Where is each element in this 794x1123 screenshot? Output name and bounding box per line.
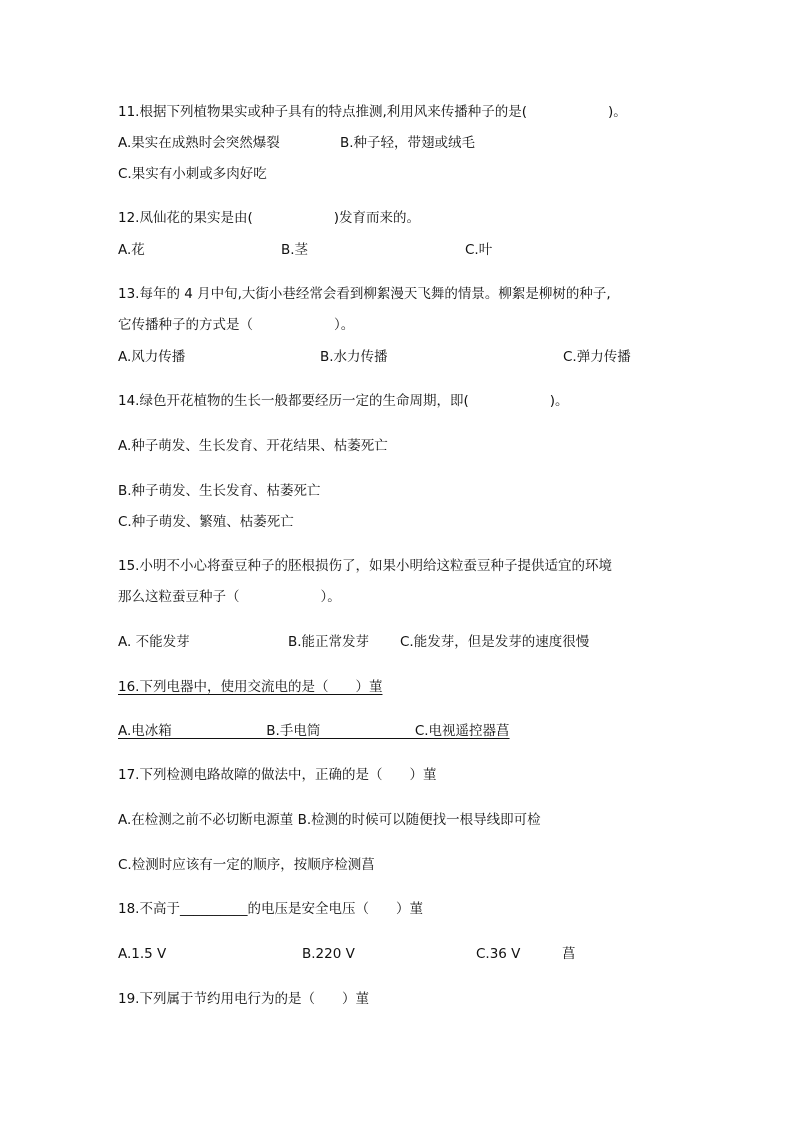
q11-stem: 11.根据下列植物果实或种子具有的特点推测,利用风来传播种子的是( )。 (118, 104, 627, 120)
q15-option-a: A. 不能发芽 (118, 634, 190, 650)
q18-option-b: B.220 V (302, 946, 355, 962)
q13-option-a: A.风力传播 (118, 349, 186, 365)
q17-option-ab: A.在检测之前不必切断电源菫 B.检测的时候可以随便找一根导线即可检 (118, 812, 541, 828)
q16-options: A.电冰箱 B.手电筒 C.电视遥控器菖 (118, 723, 510, 739)
q13-stem-line1: 13.每年的 4 月中旬,大街小巷经常会看到柳絮漫天飞舞的情景。柳絮是柳树的种子, (118, 286, 611, 302)
q14-stem: 14.绿色开花植物的生长一般都要经历一定的生命周期，即( )。 (118, 393, 569, 409)
q17-option-c: C.检测时应该有一定的顺序，按顺序检测菖 (118, 857, 375, 873)
q11-option-a: A.果实在成熟时会突然爆裂 (118, 135, 280, 151)
q18-stem: 18.不高于__________的电压是安全电压（ ）菫 (118, 901, 423, 917)
q11-option-c: C.果实有小刺或多肉好吃 (118, 166, 267, 182)
q13-stem-line2: 它传播种子的方式是（ ）。 (118, 317, 355, 333)
q19-stem: 19.下列属于节约用电行为的是（ ）菫 (118, 991, 369, 1007)
q15-stem-line2: 那么这粒蚕豆种子（ ）。 (118, 589, 341, 605)
q15-stem-line1: 15.小明不小心将蚕豆种子的胚根损伤了，如果小明给这粒蚕豆种子提供适宜的环境 (118, 558, 612, 574)
q14-option-a: A.种子萌发、生长发育、开花结果、枯萎死亡 (118, 438, 388, 454)
q15-option-c: C.能发芽，但是发芽的速度很慢 (400, 634, 590, 650)
q15-option-b: B.能正常发芽 (288, 634, 370, 650)
q13-option-b: B.水力传播 (320, 349, 388, 365)
q12-option-a: A.花 (118, 242, 145, 258)
q12-stem: 12.凤仙花的果实是由( )发育而来的。 (118, 210, 421, 226)
q17-stem: 17.下列检测电路故障的做法中，正确的是（ ）菫 (118, 767, 437, 783)
q16-stem: 16.下列电器中，使用交流电的是（ ）菫 (118, 679, 383, 695)
q12-option-c: C.叶 (465, 242, 493, 258)
q14-option-c: C.种子萌发、繁殖、枯萎死亡 (118, 514, 294, 530)
q18-option-c: C.36 V (476, 946, 521, 962)
q14-option-b: B.种子萌发、生长发育、枯萎死亡 (118, 483, 321, 499)
q18-option-tail: 菖 (562, 946, 576, 962)
q18-option-a: A.1.5 V (118, 946, 167, 962)
q13-option-c: C.弹力传播 (563, 349, 631, 365)
q11-option-b: B.种子轻，带翅或绒毛 (340, 135, 476, 151)
q12-option-b: B.茎 (281, 242, 309, 258)
